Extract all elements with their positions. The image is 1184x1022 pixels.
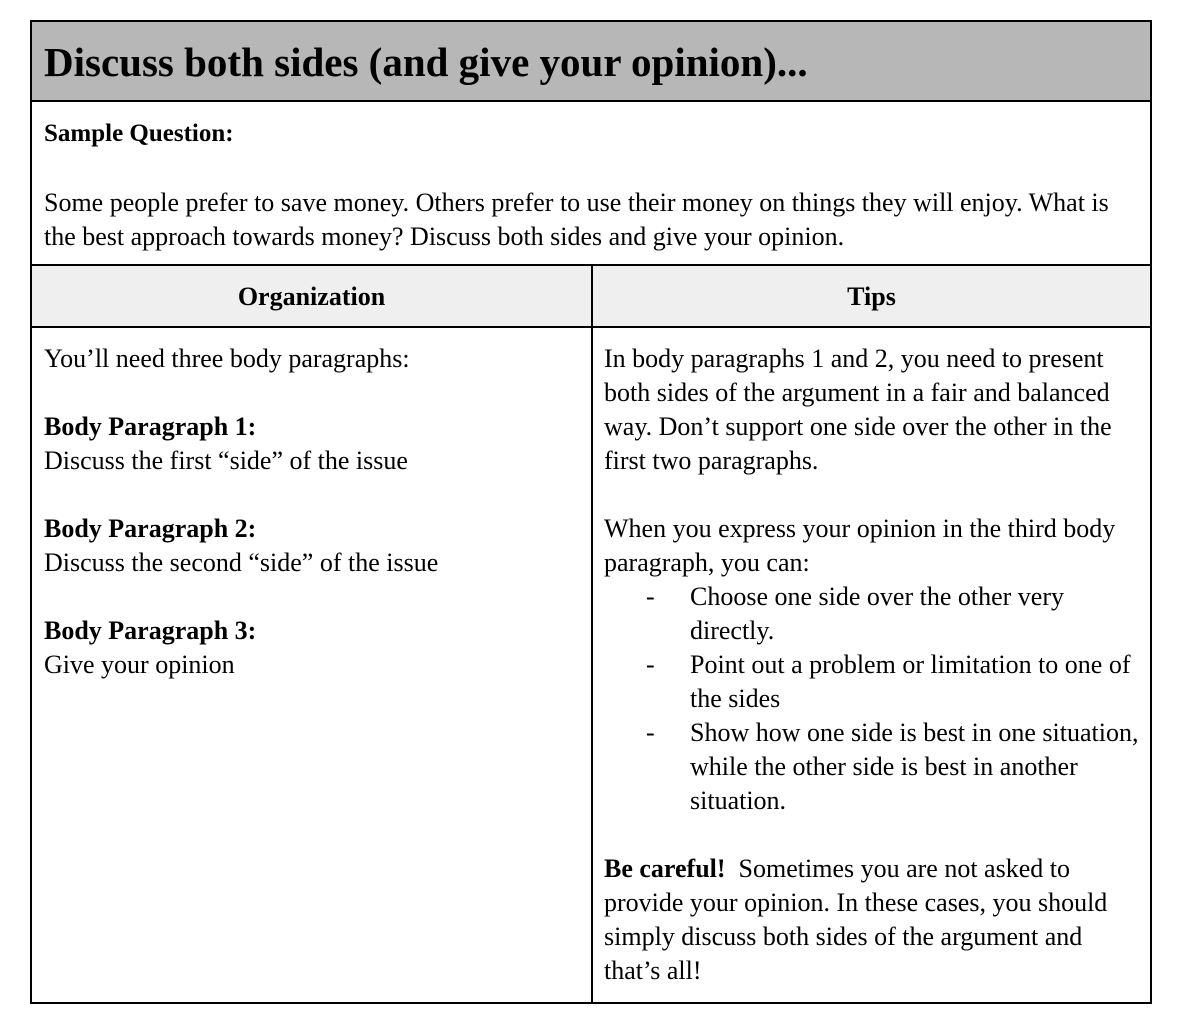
list-item: [604, 580, 1144, 648]
organization-header: Organization: [237, 282, 386, 311]
list-item: [604, 716, 1144, 818]
organization-intro: You’ll need three body paragraphs:: [44, 344, 410, 373]
body-paragraph-2-text: Discuss the second “side” of the issue: [44, 548, 439, 577]
bullet-marker: -: [646, 718, 655, 747]
spacer: [44, 580, 579, 614]
title-row: [32, 22, 1150, 102]
column-divider: [591, 266, 593, 1002]
tips-header: Tips: [847, 282, 896, 311]
list-item: [604, 648, 1144, 716]
list-item-text: Point out a problem or limitation to one of the sides: [690, 650, 1131, 713]
body-paragraph-2-heading: Body Paragraph 2:: [44, 514, 257, 543]
bullet-marker: -: [646, 650, 655, 679]
tips-options-list: [604, 580, 1144, 818]
careful-note: [604, 852, 1144, 988]
list-item-text: Show how one side is best in one situation, while the other side is best in another situation.: [690, 718, 1139, 815]
tips-paragraph-2: When you express your opinion in the third body paragraph, you can:: [604, 514, 1116, 577]
careful-text: Sometimes you are not asked to provide your opinion. In these cases, you should simply discuss both sides of the argument and that’s all!: [604, 854, 1114, 985]
page-title: Discuss both sides (and give your opinion)...: [44, 39, 808, 85]
organization-column: [44, 342, 579, 682]
spacer: [604, 818, 1144, 852]
sample-question-section: [32, 102, 1150, 266]
body-paragraph-3-heading: Body Paragraph 3:: [44, 616, 257, 645]
bullet-marker: -: [646, 582, 655, 611]
sample-question-label: Sample Question:: [44, 120, 234, 147]
list-item-text: Choose one side over the other very directly.: [690, 582, 1065, 645]
careful-label: Be careful!: [604, 854, 726, 883]
tips-paragraph-1: In body paragraphs 1 and 2, you need to present both sides of the argument in a fair and balanced way. Don’t support one side over the other in the first two paragraphs.: [604, 344, 1112, 475]
body-paragraph-1-heading: Body Paragraph 1:: [44, 412, 257, 441]
sample-question-text: Some people prefer to save money. Others prefer to use their money on things they will enjoy. What is the best approach towards money? Discuss both sides and give your opinion.: [44, 188, 1109, 251]
spacer: [44, 478, 579, 512]
body-paragraph-1-text: Discuss the first “side” of the issue: [44, 446, 408, 475]
spacer: [44, 376, 579, 410]
guide-table: [30, 20, 1152, 1004]
body-paragraph-3-text: Give your opinion: [44, 650, 235, 679]
tips-column: [604, 342, 1144, 988]
spacer: [604, 478, 1144, 512]
